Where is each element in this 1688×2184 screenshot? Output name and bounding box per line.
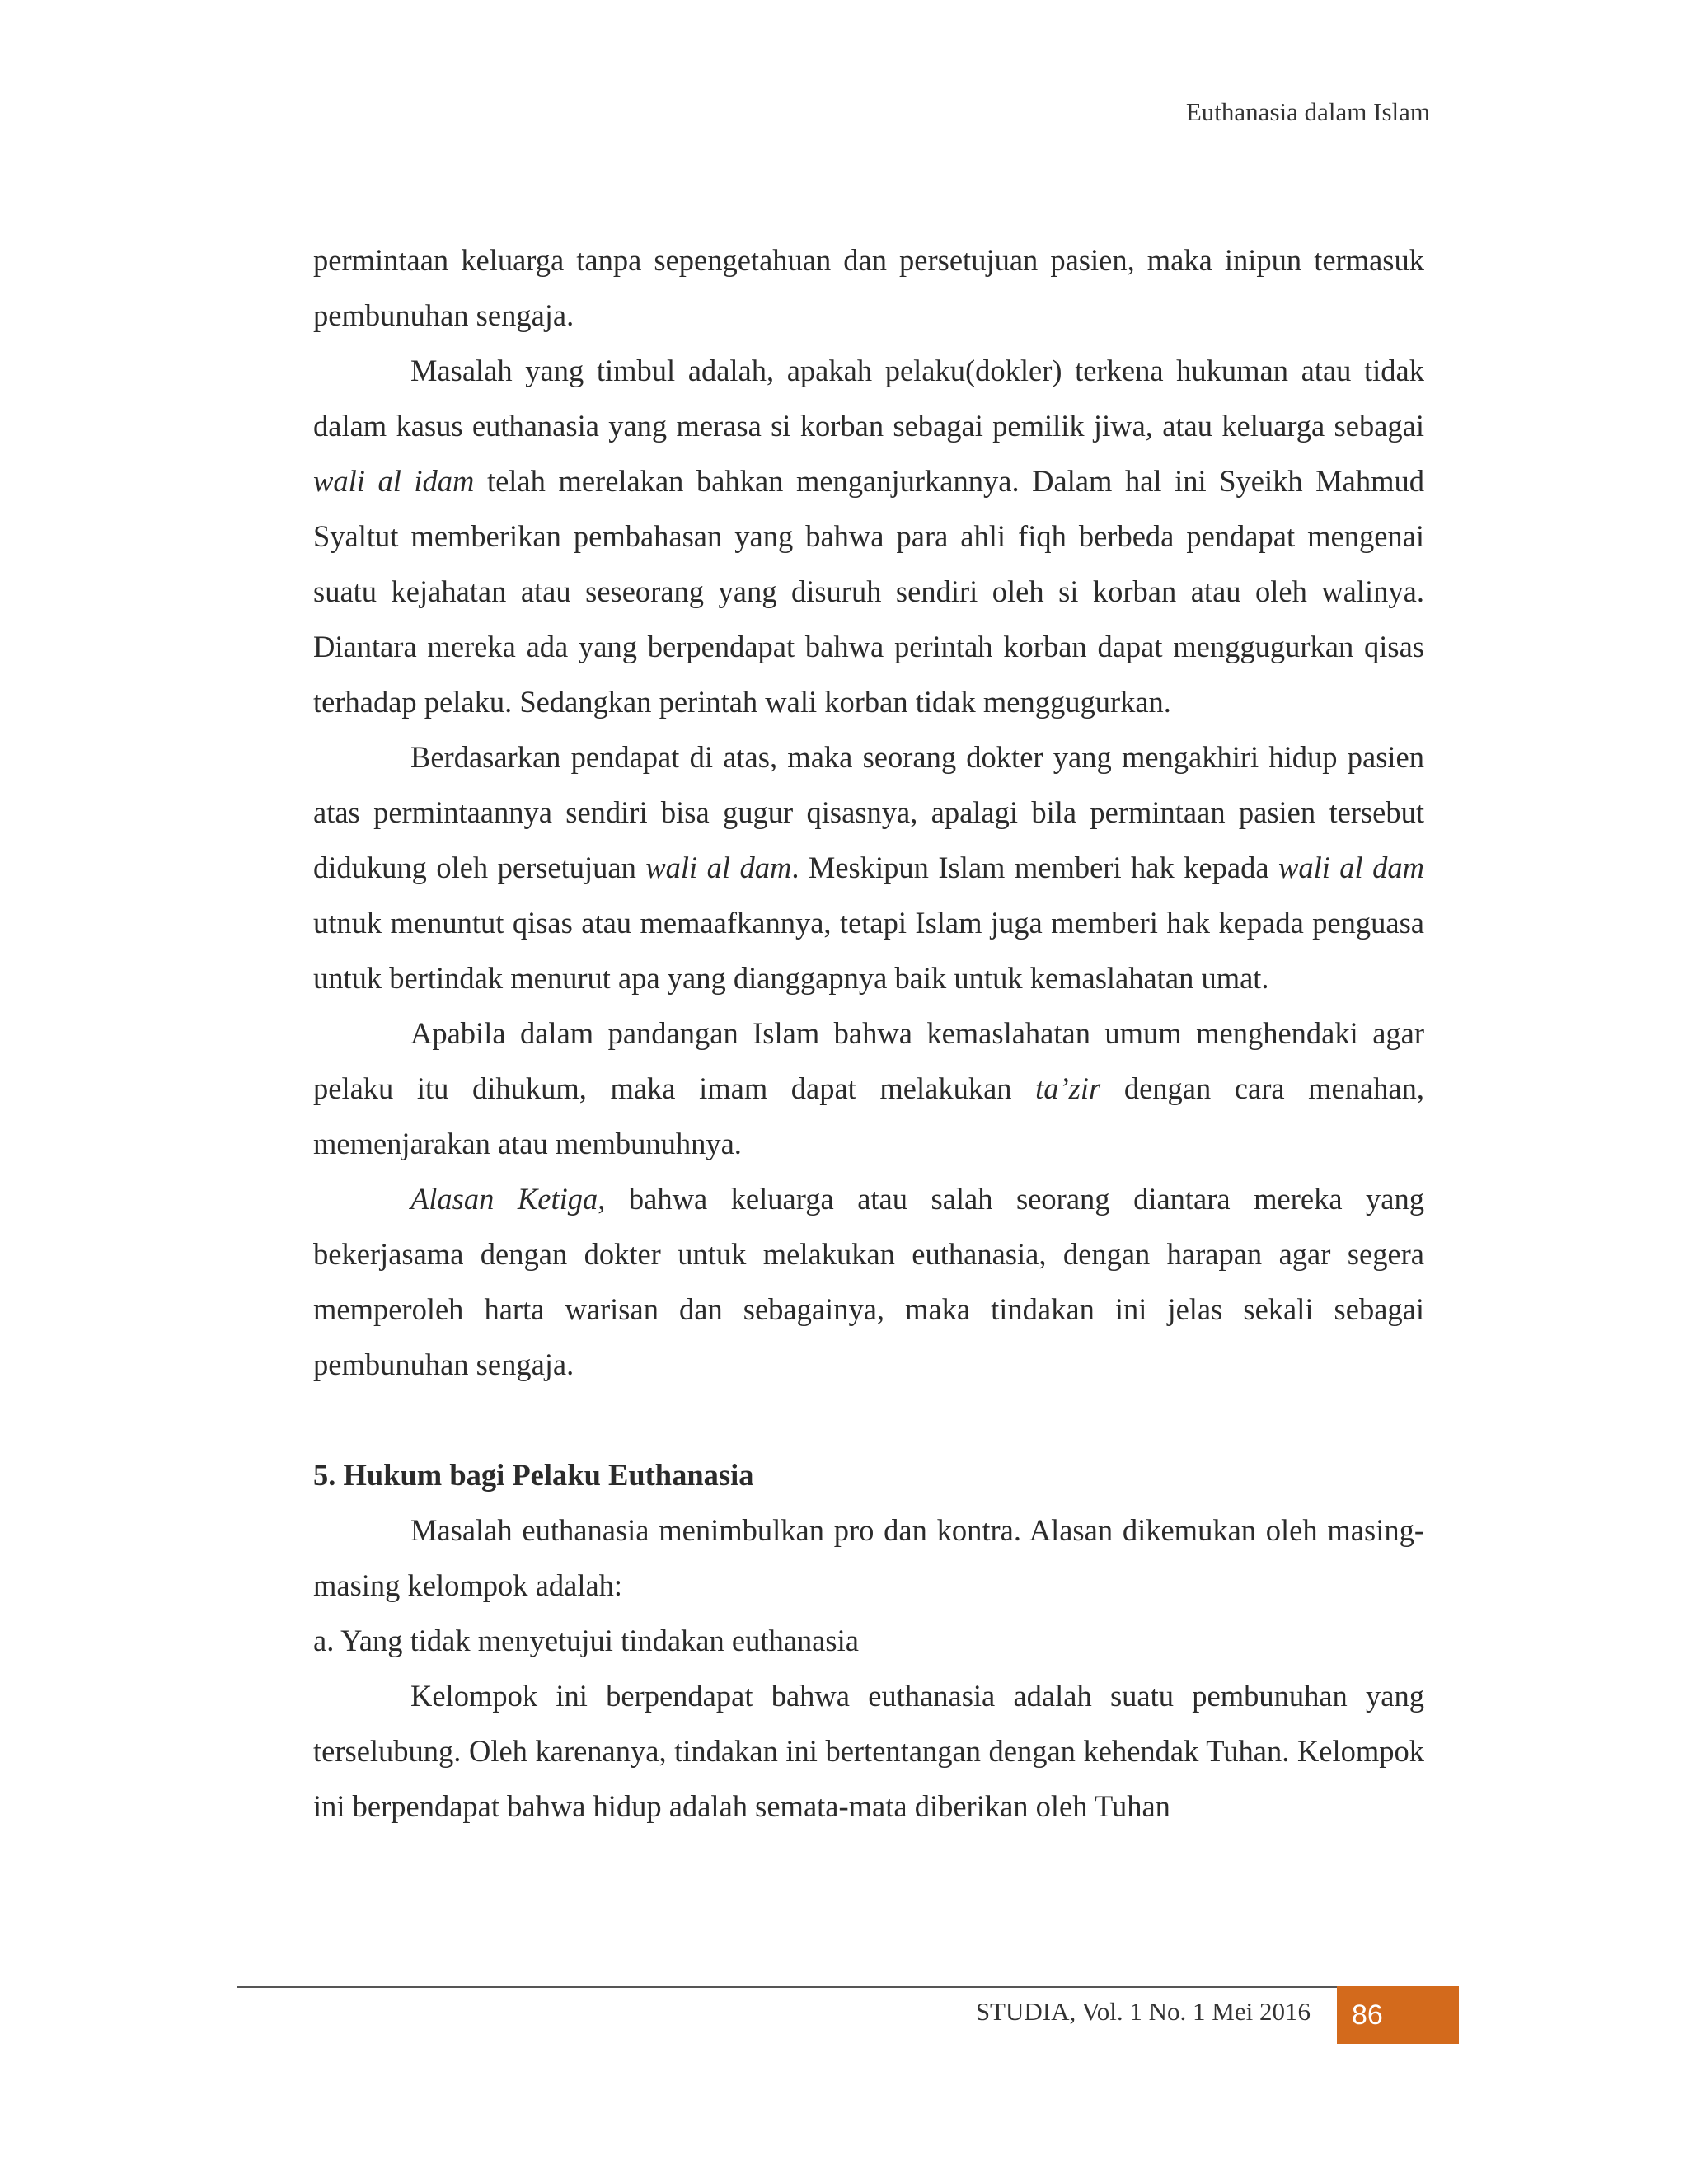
text-run: Masalah yang timbul adalah, apakah pelaku(dokler) terkena hukuman atau tidak dalam kasus euthanasia yang merasa si korban sebagai pemilik jiwa, atau keluarga sebagai	[313, 354, 1424, 443]
text-run: , bahwa keluarga atau salah seorang diantara mereka yang bekerjasama dengan dokter untuk melakukan euthanasia, dengan harapan agar segera memperoleh harta warisan dan sebagainya, maka tindakan ini jelas sekali sebagai pembunuhan sengaja.	[313, 1182, 1425, 1381]
text-run: telah merelakan bahkan menganjurkannya. Dalam hal ini Syeikh Mahmud Syaltut memberikan pembahasan yang bahwa para ahli fiqh berbeda pendapat mengenai suatu kejahatan atau seseorang yang disuruh sendiri oleh si korban atau oleh walinya. Diantara mereka ada yang berpendapat bahwa perintah korban dapat menggugurkan qisas terhadap pelaku. Sedangkan perintah wali korban tidak menggugurkan.	[313, 464, 1424, 719]
list-item: a. Yang tidak menyetujui tindakan euthanasia	[313, 1624, 859, 1657]
paragraph	[313, 343, 1424, 729]
paragraph: permintaan keluarga tanpa sepengetahuan dan persetujuan pasien, maka inipun termasuk pembunuhan sengaja.	[313, 243, 1424, 332]
paragraph	[313, 1005, 1424, 1171]
paragraph	[313, 1171, 1424, 1392]
italic-term: wali al dam	[1278, 851, 1424, 884]
paragraph	[313, 729, 1424, 1005]
page-body	[313, 232, 1424, 1834]
running-title: Euthanasia dalam Islam	[1185, 97, 1430, 126]
italic-term: wali al dam	[645, 851, 792, 884]
footer-divider	[237, 1986, 1350, 1988]
text-run: Apabila dalam pandangan Islam bahwa kemaslahatan umum menghendaki agar pelaku itu dihukum, maka imam dapat melakukan	[313, 1016, 1424, 1105]
section-heading: 5. Hukum bagi Pelaku Euthanasia	[313, 1458, 754, 1492]
text-run: Berdasarkan pendapat di atas, maka seorang dokter yang mengakhiri hidup pasien atas permintaannya sendiri bisa gugur qisasnya, apalagi bila permintaan pasien tersebut didukung oleh persetujuan	[313, 740, 1424, 884]
page-number-badge: 86	[1337, 1986, 1459, 2044]
paragraph: Masalah euthanasia menimbulkan pro dan kontra. Alasan dikemukan oleh masing-masing kelompok adalah:	[313, 1513, 1424, 1602]
italic-term: Alasan Ketiga	[410, 1182, 598, 1216]
paragraph: Kelompok ini berpendapat bahwa euthanasia adalah suatu pembunuhan yang terselubung. Oleh karenanya, tindakan ini bertentangan dengan kehendak Tuhan. Kelompok ini berpendapat bahwa hidup adalah semata-mata diberikan oleh Tuhan	[313, 1679, 1424, 1823]
text-run: . Meskipun Islam memberi hak kepada	[791, 851, 1278, 884]
text-run: utnuk menuntut qisas atau memaafkannya, tetapi Islam juga memberi hak kepada penguasa untuk bertindak menurut apa yang dianggapnya baik untuk kemaslahatan umat.	[313, 906, 1424, 995]
text-run: dengan cara menahan, memenjarakan atau membunuhnya.	[313, 1071, 1424, 1160]
italic-term: ta’zir	[1035, 1071, 1101, 1105]
italic-term: wali al idam	[313, 464, 475, 498]
journal-citation: STUDIA, Vol. 1 No. 1 Mei 2016	[975, 1997, 1311, 2026]
